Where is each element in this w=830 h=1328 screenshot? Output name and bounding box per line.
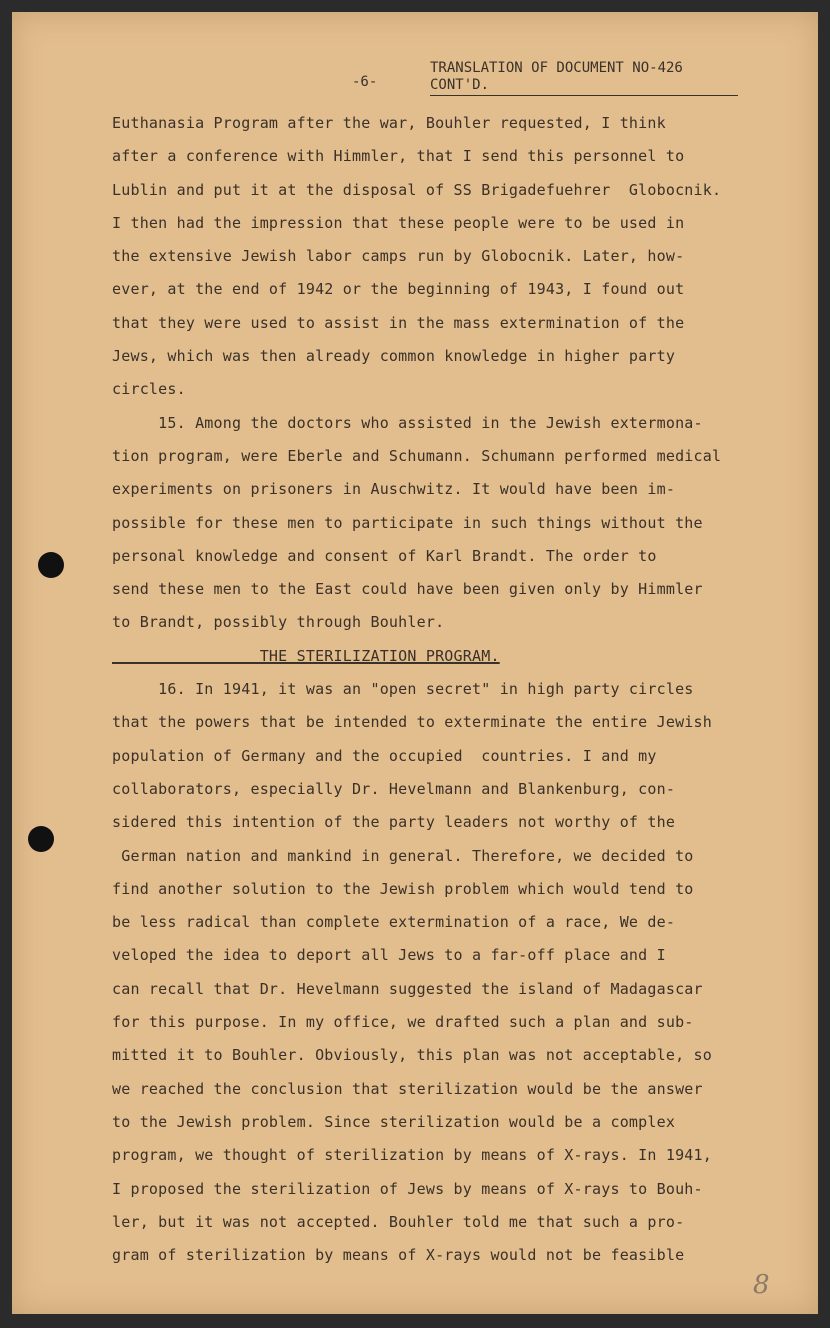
text-line: 16. In 1941, it was an "open secret" in high party circles (112, 680, 694, 699)
document-page (12, 12, 818, 1314)
text-line: find another solution to the Jewish problem which would tend to (112, 879, 694, 898)
text-line: Euthanasia Program after the war, Bouhler requested, I think (112, 114, 666, 132)
text-line: personal knowledge and consent of Karl Brandt. The order to (112, 546, 657, 565)
page-number: -6- (352, 74, 378, 90)
text-line: program, we thought of sterilization by means of X-rays. In 1941, (112, 1146, 712, 1165)
text-line: gram of sterilization by means of X-rays would not be feasible (112, 1246, 685, 1265)
text-line: 15. Among the doctors who assisted in the Jewish extermona- (112, 413, 703, 432)
text-line: that the powers that be intended to exterminate the entire Jewish (112, 713, 712, 732)
text-line: ler, but it was not accepted. Bouhler told me that such a pro- (112, 1212, 685, 1231)
text-line: I proposed the sterilization of Jews by means of X-rays to Bouh- (112, 1179, 703, 1198)
text-line: to the Jewish problem. Since sterilization would be a complex (112, 1112, 676, 1131)
text-line: for this purpose. In my office, we drafted such a plan and sub- (112, 1013, 694, 1032)
section-heading: THE STERILIZATION PROGRAM. (112, 646, 500, 665)
text-line: after a conference with Himmler, that I send this personnel to (112, 147, 685, 166)
text-line: the extensive Jewish labor camps run by Globocnik. Later, how- (112, 247, 685, 266)
title-line-2: CONT'D. (430, 77, 490, 93)
text-line: I then had the impression that these people were to be used in (112, 213, 685, 232)
text-line: tion program, were Eberle and Schumann. Schumann performed medical (112, 446, 722, 465)
text-line: experiments on prisoners in Auschwitz. It would have been im- (112, 480, 676, 499)
text-line: can recall that Dr. Hevelmann suggested the island of Madagascar (112, 979, 703, 998)
text-line: collaborators, especially Dr. Hevelmann and Blankenburg, con- (112, 779, 676, 798)
folio-mark: 8 (753, 1270, 770, 1300)
text-line: that they were used to assist in the mass extermination of the (112, 313, 685, 332)
text-line: population of Germany and the occupied countries. I and my (112, 746, 657, 765)
text-line: possible for these men to participate in such things without the (112, 513, 703, 532)
text-line: to Brandt, possibly through Bouhler. (112, 613, 445, 632)
text-line: we reached the conclusion that sterilization would be the answer (112, 1079, 703, 1098)
text-line: be less radical than complete extermination of a race, We de- (112, 913, 676, 932)
punch-hole-bottom (28, 826, 54, 852)
text-line: sidered this intention of the party leaders not worthy of the (112, 813, 676, 832)
document-title (430, 60, 738, 96)
text-line: veloped the idea to deport all Jews to a far-off place and I (112, 946, 666, 965)
text-line: mitted it to Bouhler. Obviously, this plan was not acceptable, so (112, 1046, 712, 1065)
text-line: Jews, which was then already common knowledge in higher party (112, 347, 676, 366)
text-line: ever, at the end of 1942 or the beginning of 1943, I found out (112, 280, 685, 299)
punch-hole-top (38, 552, 64, 578)
document-body (112, 107, 792, 1272)
text-line: German nation and mankind in general. Therefore, we decided to (112, 846, 694, 865)
text-line: Lublin and put it at the disposal of SS Brigadefuehrer Globocnik. (112, 180, 722, 199)
title-line-1: TRANSLATION OF DOCUMENT NO-426 (430, 60, 683, 76)
text-line: send these men to the East could have been given only by Himmler (112, 580, 703, 599)
text-line: circles. (112, 380, 186, 399)
